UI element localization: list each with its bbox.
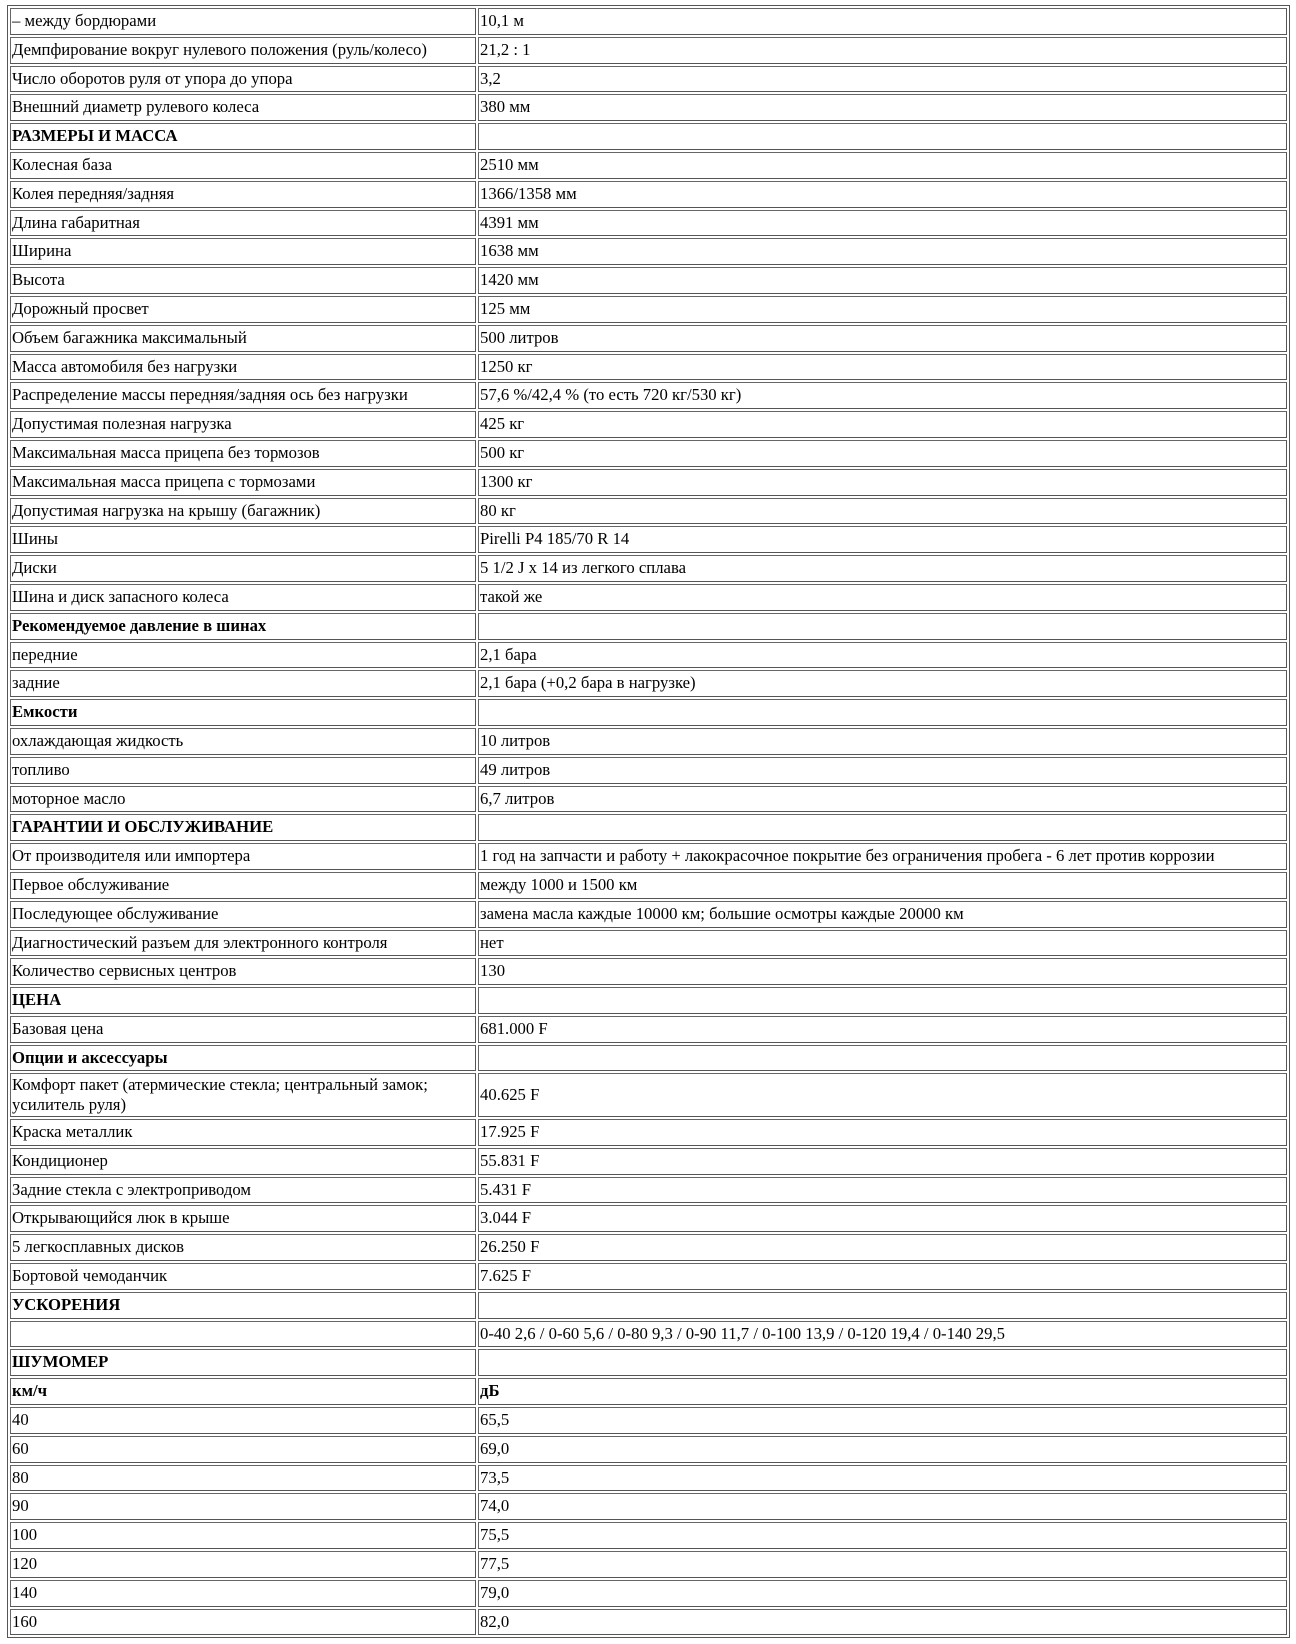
table-row (10, 1148, 1287, 1175)
row-label: Базовая цена (10, 1016, 476, 1043)
row-label: топливо (10, 757, 476, 784)
row-label: 40 (10, 1407, 476, 1434)
table-row (10, 382, 1287, 409)
row-label: – между бордюрами (10, 8, 476, 35)
table-row (10, 152, 1287, 179)
row-value: 3.044 F (478, 1205, 1287, 1232)
table-row (10, 498, 1287, 525)
row-value: 79,0 (478, 1580, 1287, 1607)
table-row (10, 1016, 1287, 1043)
row-label: 80 (10, 1465, 476, 1492)
table-row (10, 930, 1287, 957)
row-label: Задние стекла с электроприводом (10, 1177, 476, 1204)
row-value: 26.250 F (478, 1234, 1287, 1261)
row-value (478, 814, 1287, 841)
table-row (10, 786, 1287, 813)
row-label: Опции и аксессуары (10, 1045, 476, 1072)
row-value: 6,7 литров (478, 786, 1287, 813)
table-row (10, 267, 1287, 294)
row-label: 160 (10, 1609, 476, 1636)
table-row (10, 1580, 1287, 1607)
table-row (10, 1551, 1287, 1578)
row-label: Внешний диаметр рулевого колеса (10, 94, 476, 121)
row-value: нет (478, 930, 1287, 957)
table-row (10, 1465, 1287, 1492)
table-row (10, 872, 1287, 899)
row-value: 1300 кг (478, 469, 1287, 496)
row-value: Pirelli P4 185/70 R 14 (478, 526, 1287, 553)
row-label (10, 1321, 476, 1348)
row-value: 500 литров (478, 325, 1287, 352)
table-row (10, 843, 1287, 870)
row-label: ЦЕНА (10, 987, 476, 1014)
row-value: 4391 мм (478, 210, 1287, 237)
section-header-row (10, 123, 1287, 150)
table-row (10, 728, 1287, 755)
section-header-row (10, 1349, 1287, 1376)
row-label: Комфорт пакет (атермические стекла; центральный замок; усилитель руля) (10, 1073, 476, 1117)
row-label: Кондиционер (10, 1148, 476, 1175)
row-label: Максимальная масса прицепа с тормозами (10, 469, 476, 496)
row-value (478, 699, 1287, 726)
row-value: 7.625 F (478, 1263, 1287, 1290)
row-label: УСКОРЕНИЯ (10, 1292, 476, 1319)
row-value: такой же (478, 584, 1287, 611)
table-row (10, 354, 1287, 381)
row-value: 5 1/2 J x 14 из легкого сплава (478, 555, 1287, 582)
row-value: 21,2 : 1 (478, 37, 1287, 64)
row-value: 1366/1358 мм (478, 181, 1287, 208)
row-value: 2,1 бара (+0,2 бара в нагрузке) (478, 670, 1287, 697)
section-header-row (10, 1045, 1287, 1072)
table-row (10, 66, 1287, 93)
specs-table (7, 5, 1290, 1638)
row-value: 82,0 (478, 1609, 1287, 1636)
section-header-row (10, 699, 1287, 726)
row-label: 140 (10, 1580, 476, 1607)
row-label: Бортовой чемоданчик (10, 1263, 476, 1290)
row-value: 3,2 (478, 66, 1287, 93)
row-label: Последующее обслуживание (10, 901, 476, 928)
row-value: 0-40 2,6 / 0-60 5,6 / 0-80 9,3 / 0-90 11,7 / 0-100 13,9 / 0-120 19,4 / 0-140 29,5 (478, 1321, 1287, 1348)
row-value: 74,0 (478, 1493, 1287, 1520)
table-row (10, 469, 1287, 496)
row-label: 100 (10, 1522, 476, 1549)
table-row (10, 584, 1287, 611)
row-value (478, 987, 1287, 1014)
section-header-row (10, 1378, 1287, 1405)
table-row (10, 1436, 1287, 1463)
row-value (478, 1292, 1287, 1319)
row-label: передние (10, 642, 476, 669)
row-value: 125 мм (478, 296, 1287, 323)
row-value: 1420 мм (478, 267, 1287, 294)
row-value: 73,5 (478, 1465, 1287, 1492)
row-label: ШУМОМЕР (10, 1349, 476, 1376)
row-label: Допустимая нагрузка на крышу (багажник) (10, 498, 476, 525)
row-label: Ширина (10, 238, 476, 265)
row-label: Объем багажника максимальный (10, 325, 476, 352)
row-value: 49 литров (478, 757, 1287, 784)
row-label: РАЗМЕРЫ И МАССА (10, 123, 476, 150)
row-label: Диагностический разъем для электронного контроля (10, 930, 476, 957)
section-header-row (10, 1292, 1287, 1319)
row-label: 5 легкосплавных дисков (10, 1234, 476, 1261)
row-value: 1638 мм (478, 238, 1287, 265)
row-label: Длина габаритная (10, 210, 476, 237)
row-label: Краска металлик (10, 1119, 476, 1146)
table-row (10, 181, 1287, 208)
section-header-row (10, 613, 1287, 640)
row-value: 2,1 бара (478, 642, 1287, 669)
row-value: 69,0 (478, 1436, 1287, 1463)
row-value: 681.000 F (478, 1016, 1287, 1043)
row-value: 40.625 F (478, 1073, 1287, 1117)
table-row (10, 1321, 1287, 1348)
table-row (10, 901, 1287, 928)
row-label: 120 (10, 1551, 476, 1578)
table-row (10, 210, 1287, 237)
row-value: 1 год на запчасти и работу + лакокрасочное покрытие без ограничения пробега - 6 лет против коррозии (478, 843, 1287, 870)
row-label: задние (10, 670, 476, 697)
row-value: дБ (478, 1378, 1287, 1405)
row-label: Емкости (10, 699, 476, 726)
row-label: Количество сервисных центров (10, 958, 476, 985)
row-value: 55.831 F (478, 1148, 1287, 1175)
row-label: ГАРАНТИИ И ОБСЛУЖИВАНИЕ (10, 814, 476, 841)
row-value: 77,5 (478, 1551, 1287, 1578)
row-value: 57,6 %/42,4 % (то есть 720 кг/530 кг) (478, 382, 1287, 409)
row-label: Высота (10, 267, 476, 294)
table-row (10, 1177, 1287, 1204)
row-label: Первое обслуживание (10, 872, 476, 899)
row-label: Шина и диск запасного колеса (10, 584, 476, 611)
row-value: 130 (478, 958, 1287, 985)
row-label: Масса автомобиля без нагрузки (10, 354, 476, 381)
row-value: 380 мм (478, 94, 1287, 121)
row-label: От производителя или импортера (10, 843, 476, 870)
row-label: Допустимая полезная нагрузка (10, 411, 476, 438)
row-value (478, 1045, 1287, 1072)
section-header-row (10, 814, 1287, 841)
table-row (10, 642, 1287, 669)
row-label: моторное масло (10, 786, 476, 813)
row-value (478, 1349, 1287, 1376)
row-label: Колея передняя/задняя (10, 181, 476, 208)
row-value: замена масла каждые 10000 км; большие осмотры каждые 20000 км (478, 901, 1287, 928)
section-header-row (10, 987, 1287, 1014)
row-label: Демпфирование вокруг нулевого положения (руль/колесо) (10, 37, 476, 64)
table-row (10, 37, 1287, 64)
specs-table-body (10, 8, 1287, 1635)
table-row (10, 958, 1287, 985)
row-value: между 1000 и 1500 км (478, 872, 1287, 899)
table-row (10, 1493, 1287, 1520)
table-row (10, 411, 1287, 438)
table-row (10, 325, 1287, 352)
row-value: 10,1 м (478, 8, 1287, 35)
row-label: Число оборотов руля от упора до упора (10, 66, 476, 93)
row-value: 500 кг (478, 440, 1287, 467)
row-label: км/ч (10, 1378, 476, 1405)
row-label: Максимальная масса прицепа без тормозов (10, 440, 476, 467)
table-row (10, 1522, 1287, 1549)
row-label: Распределение массы передняя/задняя ось без нагрузки (10, 382, 476, 409)
row-label: охлаждающая жидкость (10, 728, 476, 755)
table-row (10, 1263, 1287, 1290)
row-value: 5.431 F (478, 1177, 1287, 1204)
row-value: 2510 мм (478, 152, 1287, 179)
table-row (10, 1073, 1287, 1117)
row-value (478, 123, 1287, 150)
row-value: 65,5 (478, 1407, 1287, 1434)
row-value (478, 613, 1287, 640)
table-row (10, 1407, 1287, 1434)
row-label: Дорожный просвет (10, 296, 476, 323)
table-row (10, 1234, 1287, 1261)
row-label: 60 (10, 1436, 476, 1463)
row-value: 425 кг (478, 411, 1287, 438)
table-row (10, 1205, 1287, 1232)
table-row (10, 1119, 1287, 1146)
row-label: Рекомендуемое давление в шинах (10, 613, 476, 640)
row-label: Колесная база (10, 152, 476, 179)
row-value: 10 литров (478, 728, 1287, 755)
table-row (10, 757, 1287, 784)
table-row (10, 1609, 1287, 1636)
row-label: Шины (10, 526, 476, 553)
row-label: Открывающийся люк в крыше (10, 1205, 476, 1232)
table-row (10, 670, 1287, 697)
row-value: 17.925 F (478, 1119, 1287, 1146)
table-row (10, 555, 1287, 582)
table-row (10, 238, 1287, 265)
row-value: 80 кг (478, 498, 1287, 525)
table-row (10, 440, 1287, 467)
row-label: 90 (10, 1493, 476, 1520)
row-value: 75,5 (478, 1522, 1287, 1549)
table-row (10, 526, 1287, 553)
row-label: Диски (10, 555, 476, 582)
table-row (10, 94, 1287, 121)
table-row (10, 296, 1287, 323)
table-row (10, 8, 1287, 35)
row-value: 1250 кг (478, 354, 1287, 381)
